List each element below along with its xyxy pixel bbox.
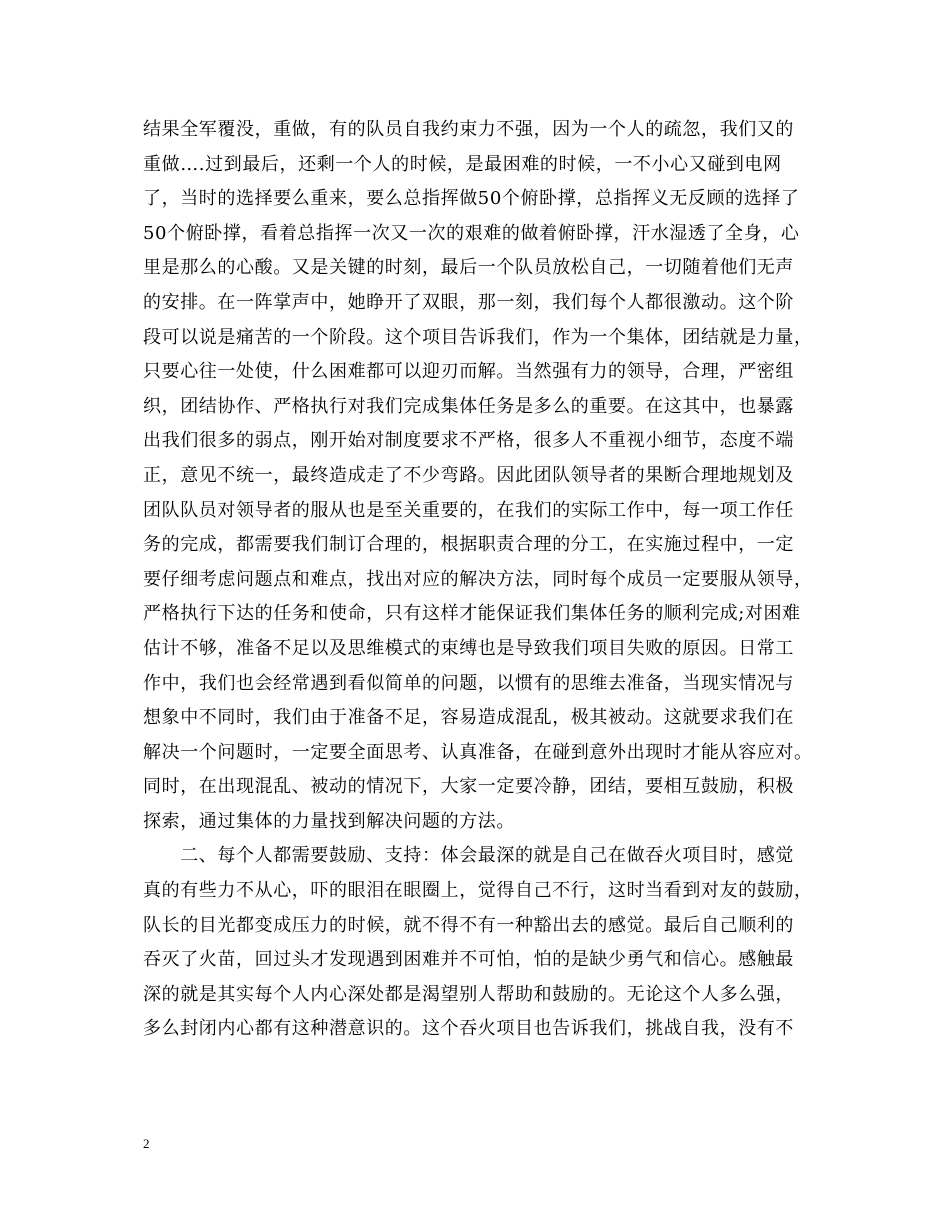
text-line: 要仔细考虑问题点和难点，找出对应的解决方法，同时每个成员一定要服从领导， <box>143 568 813 590</box>
text-line: 真的有些力不从心，吓的眼泪在眼圈上，觉得自己不行，这时当看到对友的鼓励， <box>143 880 813 902</box>
body-text <box>143 113 828 1047</box>
page-number: 2 <box>143 1136 150 1151</box>
text-line: 的安排。在一阵掌声中，她睁开了双眼，那一刻，我们每个人都很激动。这个阶 <box>143 291 794 313</box>
text-line: 队长的目光都变成压力的时候，就不得不有一种豁出去的感觉。最后自己顺利的 <box>143 914 794 936</box>
text-line: 了，当时的选择要么重来，要么总指挥做50个俯卧撑，总指挥义无反顾的选择了 <box>143 188 800 210</box>
text-line: 团队队员对领导者的服从也是至关重要的，在我们的实际工作中，每一项工作任 <box>143 499 794 521</box>
text-line: 出我们很多的弱点，刚开始对制度要求不严格，很多人不重视小细节，态度不端 <box>143 430 794 452</box>
text-line: 解决一个问题时，一定要全面思考、认真准备，在碰到意外出现时才能从容应对。 <box>143 741 813 763</box>
text-line: 务的完成，都需要我们制订合理的，根据职责合理的分工，在实施过程中，一定 <box>143 534 794 556</box>
text-line: 想象中不同时，我们由于准备不足，容易造成混乱，极其被动。这就要求我们在 <box>143 707 794 729</box>
text-line: 二、每个人都需要鼓励、支持：体会最深的就是自己在做吞火项目时，感觉 <box>143 845 794 867</box>
text-line: 段可以说是痛苦的一个阶段。这个项目告诉我们，作为一个集体，团结就是力量， <box>143 326 813 348</box>
text-line: 织，团结协作、严格执行对我们完成集体任务是多么的重要。在这其中，也暴露 <box>143 395 794 417</box>
text-line: 结果全军覆没，重做，有的队员自我约束力不强，因为一个人的疏忽，我们又的 <box>143 119 794 140</box>
text-line: 正，意见不统一，最终造成走了不少弯路。因此团队领导者的果断合理地规划及 <box>143 464 794 486</box>
text-line: 同时，在出现混乱、被动的情况下，大家一定要冷静，团结，要相互鼓励，积极 <box>143 776 794 798</box>
text-line: 里是那么的心酸。又是关键的时刻，最后一个队员放松自己，一切随着他们无声 <box>143 257 794 279</box>
text-line: 作中，我们也会经常遇到看似简单的问题，以惯有的思维去准备，当现实情况与 <box>143 672 794 694</box>
text-line: 多么封闭内心都有这种潜意识的。这个吞火项目也告诉我们，挑战自我，没有不 <box>143 1018 794 1040</box>
text-line: 严格执行下达的任务和使命，只有这样才能保证我们集体任务的顺利完成;对困难 <box>143 603 801 625</box>
text-line: 只要心往一处使，什么困难都可以迎刃而解。当然强有力的领导，合理，严密组 <box>143 361 794 383</box>
text-line: 深的就是其实每个人内心深处都是渴望别人帮助和鼓励的。无论这个人多么强， <box>143 983 794 1005</box>
text-line: 吞灭了火苗，回过头才发现遇到困难并不可怕，怕的是缺少勇气和信心。感触最 <box>143 949 794 971</box>
text-line: 50个俯卧撑，看着总指挥一次又一次的艰难的做着俯卧撑，汗水湿透了全身，心 <box>143 222 800 244</box>
text-line: 重做….过到最后，还剩一个人的时候，是最困难的时候，一不小心又碰到电网 <box>143 153 782 175</box>
text-line: 探索，通过集体的力量找到解决问题的方法。 <box>143 810 515 832</box>
text-line: 估计不够，准备不足以及思维模式的束缚也是导致我们项目失败的原因。日常工 <box>143 637 794 659</box>
